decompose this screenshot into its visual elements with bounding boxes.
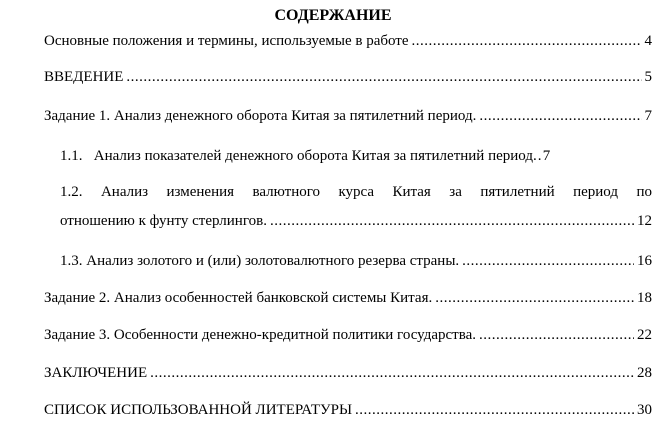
toc-entry-task-2[interactable] [44, 288, 652, 308]
toc-entry-label: Задание 2. Анализ особенностей банковской системы Китая. [44, 290, 433, 306]
toc-entry-1-3[interactable] [60, 251, 652, 271]
toc-entry-task-1[interactable] [44, 106, 652, 126]
dot-leader [150, 363, 634, 383]
toc-page-number: 18 [637, 290, 652, 306]
toc-entry-label: 1.3. Анализ золотого и (или) золотовалютного резерва страны. [60, 253, 460, 269]
toc-word: изменения [166, 184, 235, 200]
toc-entry-label: Основные положения и термины, используемые в работе [44, 33, 409, 49]
toc-entry-1-2-line-1[interactable] [60, 182, 652, 202]
toc-entry-label: СПИСОК ИСПОЛЬЗОВАННОЙ ЛИТЕРАТУРЫ [44, 402, 353, 418]
toc-page-number: 12 [637, 213, 652, 229]
toc-entry-label: ЗАКЛЮЧЕНИЕ [44, 365, 148, 381]
toc-entry-terms[interactable] [44, 31, 652, 51]
toc-page-number: 7 [542, 148, 551, 164]
toc-word: по [636, 184, 652, 200]
toc-entry-label: ВВЕДЕНИЕ [44, 69, 124, 85]
toc-page-number: 5 [644, 69, 652, 85]
toc-page-number: 30 [637, 402, 652, 418]
dot-leader [479, 106, 641, 126]
toc-page-number: 22 [637, 327, 652, 343]
dot-leader [270, 211, 634, 231]
toc-page-number: 28 [637, 365, 652, 381]
toc-word: валютного [252, 184, 321, 200]
dot-leader [479, 325, 634, 345]
toc-word: Анализ [100, 184, 149, 200]
dot-leader [435, 288, 634, 308]
toc-word: Китая [392, 184, 431, 200]
dot-leader [412, 31, 642, 51]
dot-leader [355, 400, 634, 420]
toc-word: пятилетний [480, 184, 555, 200]
toc-word: за [449, 184, 462, 200]
dot-leader [538, 146, 542, 166]
toc-word: 1.2. [60, 184, 83, 200]
toc-entry-1-1[interactable] [60, 146, 652, 166]
toc-entry-label: Задание 3. Особенности денежно-кредитной политики государства. [44, 327, 477, 343]
toc-word: курса [338, 184, 375, 200]
toc-entry-label: отношению к фунту стерлингов. [60, 213, 267, 229]
toc-page-number: 4 [644, 33, 652, 49]
toc-page-number: 7 [644, 108, 652, 124]
toc-entry-label: 1.1. Анализ показателей денежного оборота Китая за пятилетний период. [60, 148, 537, 164]
toc-entry-references[interactable] [44, 400, 652, 420]
toc-word: период [573, 184, 618, 200]
toc-page-number: 16 [637, 253, 652, 269]
toc-entry-introduction[interactable] [44, 67, 652, 87]
toc-entry-1-2-line-2[interactable] [60, 211, 652, 231]
dot-leader [126, 67, 641, 87]
toc-title: СОДЕРЖАНИЕ [274, 7, 392, 24]
toc-entry-label: Задание 1. Анализ денежного оборота Китая за пятилетний период. [44, 108, 477, 124]
toc-entry-conclusion[interactable] [44, 363, 652, 383]
dot-leader [462, 251, 634, 271]
toc-entry-task-3[interactable] [44, 325, 652, 345]
